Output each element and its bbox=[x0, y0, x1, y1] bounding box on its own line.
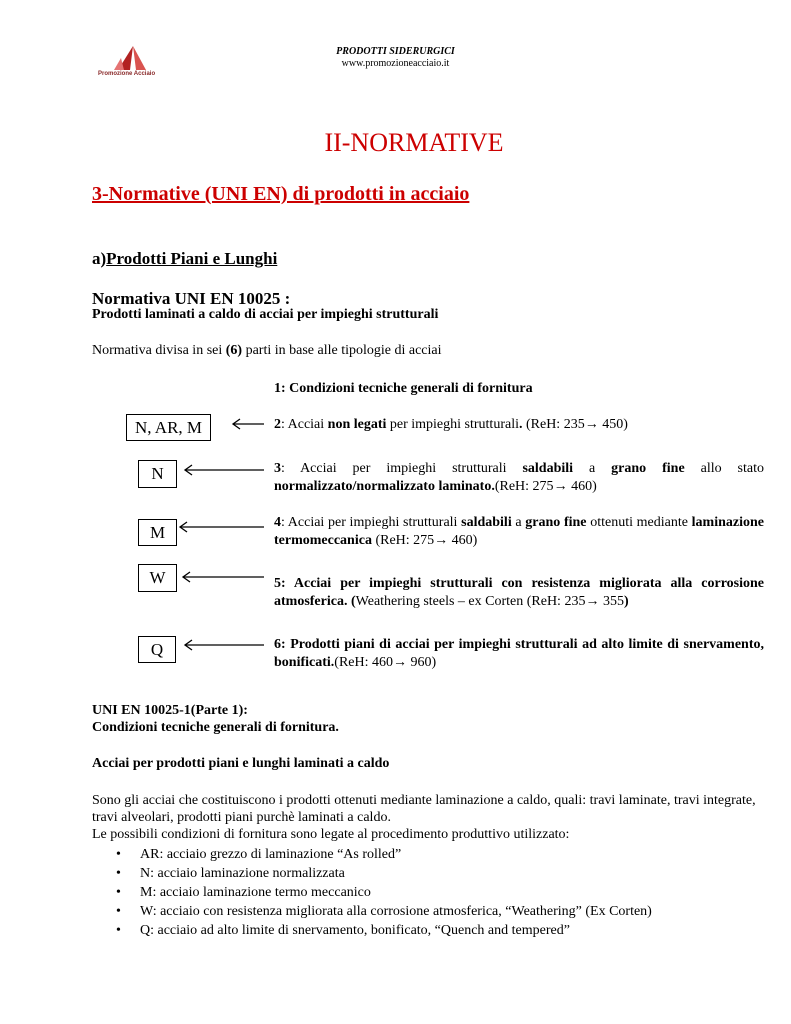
list-item-text: M: acciaio laminazione termo meccanico bbox=[140, 885, 371, 900]
t: (ReH: 275 bbox=[371, 533, 435, 548]
t: : Acciai per impieghi strutturali bbox=[281, 515, 462, 530]
logo-text: Promozione Acciaio bbox=[98, 71, 156, 77]
bullet-icon: • bbox=[116, 923, 121, 938]
list-item-text: Q: acciaio ad alto limite di snervamento, bonificato, “Quench and tempered” bbox=[140, 923, 570, 938]
part-num: 5 bbox=[274, 576, 281, 591]
b: saldabili bbox=[461, 515, 512, 530]
b: grano fine bbox=[525, 515, 587, 530]
part-num: 2 bbox=[274, 417, 281, 432]
bullet-icon: • bbox=[116, 847, 121, 862]
b: normalizzato/normalizzato laminato. bbox=[274, 479, 495, 494]
t: allo stato bbox=[684, 461, 764, 476]
section-a-label: Prodotti Piani e Lunghi bbox=[106, 249, 278, 268]
t: ottenuti mediante bbox=[586, 515, 692, 530]
part-1: 1: Condizioni tecniche generali di fornitura bbox=[274, 381, 533, 396]
uni1-subtitle: Condizioni tecniche generali di fornitura. bbox=[92, 720, 339, 735]
part-3 bbox=[274, 460, 764, 496]
arrow-glyph: → bbox=[584, 417, 599, 432]
t: : Acciai per impieghi strutturali bbox=[281, 461, 523, 476]
uni1-bullet-list bbox=[116, 845, 776, 940]
bullet-icon: • bbox=[116, 866, 121, 881]
norm-intro bbox=[92, 343, 442, 359]
part-5 bbox=[274, 575, 764, 611]
t: 460) bbox=[448, 533, 478, 548]
box-n-ar-m: N, AR, M bbox=[126, 414, 211, 441]
part-num: 6 bbox=[274, 637, 281, 652]
t: (ReH: 460 bbox=[334, 655, 393, 670]
part-4 bbox=[274, 514, 764, 550]
header-company: PRODOTTI SIDERURGICI bbox=[336, 46, 455, 57]
b: ) bbox=[623, 594, 629, 609]
b: non legati bbox=[327, 417, 387, 432]
b: : Acciai per impieghi strutturali con resistenza migliorata alla corrosione atmosferica. ( bbox=[274, 576, 764, 609]
b: : Prodotti piani di acciai per impieghi strutturali ad alto limite di snervamento, bonificati. bbox=[274, 637, 764, 670]
header-website: www.promozioneacciaio.it bbox=[341, 58, 450, 69]
intro-bold: (6) bbox=[225, 343, 243, 358]
norm-title: Normativa UNI EN 10025 : bbox=[92, 289, 291, 308]
t: : Acciai bbox=[281, 417, 328, 432]
box-w: W bbox=[138, 564, 177, 592]
list-item-text: AR: acciaio grezzo di laminazione “As rolled” bbox=[140, 847, 402, 862]
list-item bbox=[116, 902, 776, 921]
b: grano fine bbox=[611, 461, 685, 476]
part-num: 3 bbox=[274, 461, 281, 476]
t: Weathering steels – ex Corten (ReH: 235 bbox=[355, 594, 586, 609]
t: a bbox=[573, 461, 612, 476]
uni1-paragraph-1: Sono gli acciai che costituiscono i prodotti ottenuti mediante laminazione a caldo, quali: travi laminate, travi integrate, travi alveolari, prodotti piani purchè laminati a caldo. bbox=[92, 793, 756, 825]
t: per impieghi strutturali bbox=[386, 417, 519, 432]
box-n: N bbox=[138, 460, 177, 488]
t: 355 bbox=[599, 594, 624, 609]
uni1-title: UNI EN 10025-1(Parte 1): bbox=[92, 703, 248, 718]
t: (ReH: 235 bbox=[522, 417, 585, 432]
part-num: 4 bbox=[274, 515, 281, 530]
uni1-heading: Acciai per prodotti piani e lunghi laminati a caldo bbox=[92, 756, 390, 771]
uni1-paragraph-2: Le possibili condizioni di fornitura sono legate al procedimento produttivo utilizzato: bbox=[92, 827, 570, 842]
t: 460) bbox=[567, 479, 597, 494]
arrow-glyph: → bbox=[434, 533, 449, 548]
section-a-heading bbox=[92, 249, 277, 269]
arrow-glyph: → bbox=[393, 655, 407, 670]
list-item bbox=[116, 864, 776, 883]
t: a bbox=[511, 515, 526, 530]
bullet-icon: • bbox=[116, 885, 121, 900]
list-item-text: N: acciaio laminazione normalizzata bbox=[140, 866, 345, 881]
t: 450) bbox=[598, 417, 628, 432]
box-q: Q bbox=[138, 636, 176, 663]
page-title: II-NORMATIVE bbox=[324, 128, 504, 157]
arrow-glyph: → bbox=[585, 594, 600, 609]
intro-text-1: Normativa divisa in sei bbox=[92, 343, 226, 358]
b: laminazione termomeccanica bbox=[274, 515, 764, 548]
list-item bbox=[116, 845, 776, 864]
t: (ReH: 275 bbox=[494, 479, 554, 494]
part-6 bbox=[274, 636, 764, 672]
list-item-text: W: acciaio con resistenza migliorata alla corrosione atmosferica, “Weathering” (Ex Corten) bbox=[140, 904, 652, 919]
list-item bbox=[116, 921, 776, 940]
b: saldabili bbox=[522, 461, 574, 476]
intro-text-2: parti in base alle tipologie di acciai bbox=[242, 343, 442, 358]
section-subtitle: 3-Normative (UNI EN) di prodotti in acciaio bbox=[92, 183, 470, 205]
section-a-prefix: a) bbox=[92, 249, 107, 268]
box-m: M bbox=[138, 519, 177, 546]
b: . bbox=[518, 417, 523, 432]
list-item bbox=[116, 883, 776, 902]
t: 960) bbox=[407, 655, 437, 670]
bullet-icon: • bbox=[116, 904, 121, 919]
arrow-glyph: → bbox=[553, 479, 568, 494]
part-2 bbox=[274, 416, 764, 434]
norm-subtitle: Prodotti laminati a caldo di acciai per impieghi strutturali bbox=[92, 307, 439, 322]
